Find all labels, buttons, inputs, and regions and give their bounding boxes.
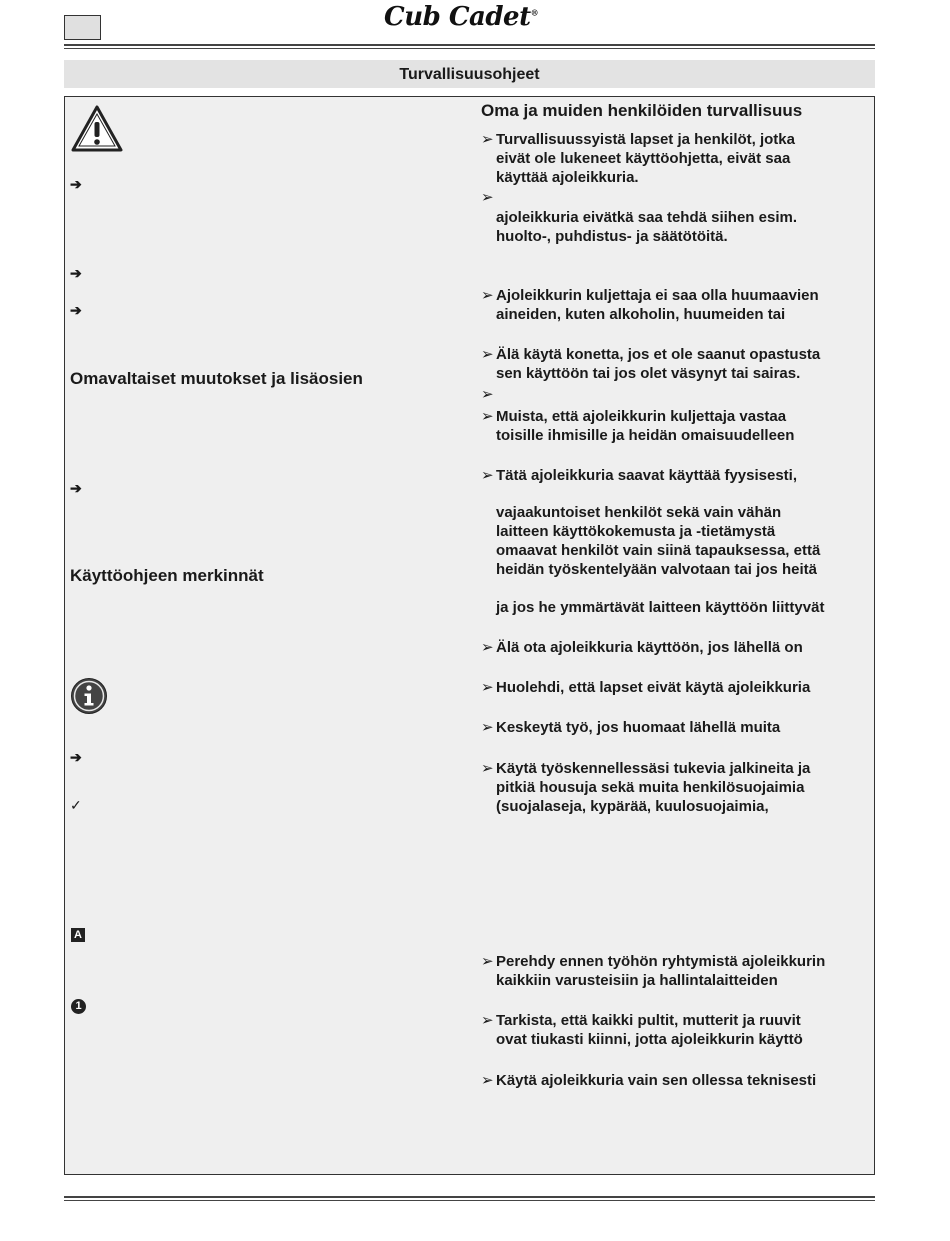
brand-logo: Cub Cadet® <box>384 2 539 32</box>
heading-manual-markings: Käyttöohjeen merkinnät <box>70 566 264 585</box>
bullet-marker: ➢ <box>481 386 494 403</box>
bullet-marker: ➢ <box>481 346 494 363</box>
header-rule <box>64 44 875 46</box>
bullet-item: ➢ Tarkista, että kaikki pultit, mutterit ja ruuvit ovat tiukasti kiinni, jotta ajoleikkurin käyttö <box>481 1012 803 1048</box>
bullet-item: ➢ Älä käytä konetta, jos et ole saanut opastusta sen käyttöön tai jos olet väsynyt tai sairas. <box>481 346 821 382</box>
section-title: Turvallisuusohjeet <box>64 60 875 88</box>
bullet-continuation: vajaakuntoiset henkilöt sekä vain vähän laitteen käyttökokemusta ja -tietämystä omaavat henkilöt vain siinä tapauksessa, että heidän työskentelyään valvotaan tai jos heitä <box>496 504 821 578</box>
arrow-icon: ➔ <box>70 265 82 281</box>
arrow-icon: ➔ <box>70 302 82 318</box>
bullet-item: ➢ Tätä ajoleikkuria saavat käyttää fyysisesti, <box>481 467 798 484</box>
bullet-marker: ➢ <box>481 953 494 970</box>
bullet-marker: ➢ <box>481 760 494 777</box>
bullet-item: ➢ Käytä ajoleikkuria vain sen ollessa teknisesti <box>481 1072 817 1089</box>
bullet-marker: ➢ <box>481 1072 494 1089</box>
bullet-marker: ➢ <box>481 467 494 484</box>
bullet-marker: ➢ <box>481 679 494 696</box>
bullet-item: ➢ Keskeytä työ, jos huomaat lähellä muita <box>481 719 781 736</box>
bullet-continuation: ja jos he ymmärtävät laitteen käyttöön liittyvät <box>496 599 825 616</box>
bullet-item: ➢ Ajoleikkurin kuljettaja ei saa olla huumaavien aineiden, kuten alkoholin, huumeiden tai <box>481 287 819 323</box>
arrow-icon: ➔ <box>70 176 82 192</box>
bullet-marker: ➢ <box>481 287 494 304</box>
number-circle-1: 1 <box>71 999 86 1014</box>
bullet-marker: ➢ <box>481 408 494 425</box>
info-icon <box>70 677 108 715</box>
heading-modifications: Omavaltaiset muutokset ja lisäosien <box>70 369 363 388</box>
header-rule-thin <box>64 48 875 49</box>
arrow-icon: ➔ <box>70 749 82 765</box>
footer-rule <box>64 1196 875 1198</box>
footer-rule-thin <box>64 1200 875 1201</box>
bullet-marker: ➢ <box>481 189 494 206</box>
bullet-item: ➢ Älä ota ajoleikkuria käyttöön, jos lähellä on <box>481 639 803 656</box>
bullet-item: ➢ Perehdy ennen työhön ryhtymistä ajoleikkurin kaikkiin varusteisiin ja hallintalaitteiden <box>481 953 826 989</box>
page-number-box <box>64 15 101 40</box>
bullet-item: ➢ Käytä työskennellessäsi tukevia jalkineita ja pitkiä housuja sekä muita henkilösuojaimia (suojalaseja, kypärää, kuulosuojaimia, <box>481 760 811 815</box>
bullet-item: ➢ Muista, että ajoleikkurin kuljettaja vastaa toisille ihmisille ja heidän omaisuudelleen <box>481 408 795 444</box>
bullet-marker: ➢ <box>481 1012 494 1029</box>
letter-box-a: A <box>71 928 85 942</box>
bullet-item: ➢ Huolehdi, että lapset eivät käytä ajoleikkuria <box>481 679 811 696</box>
bullet-marker: ➢ <box>481 719 494 736</box>
check-icon: ✓ <box>70 797 82 813</box>
warning-icon <box>70 104 124 154</box>
bullet-marker: ➢ <box>481 131 494 148</box>
bullet-continuation: ajoleikkuria eivätkä saa tehdä siihen esim. huolto-, puhdistus- ja säätötöitä. <box>496 209 797 245</box>
arrow-icon: ➔ <box>70 480 82 496</box>
bullet-marker: ➢ <box>481 639 494 656</box>
heading-safety: Oma ja muiden henkilöiden turvallisuus <box>481 101 803 120</box>
bullet-item: ➢ Turvallisuussyistä lapset ja henkilöt, jotka eivät ole lukeneet käyttöohjetta, eivät saa käyttää ajoleikkuria. <box>481 131 795 186</box>
